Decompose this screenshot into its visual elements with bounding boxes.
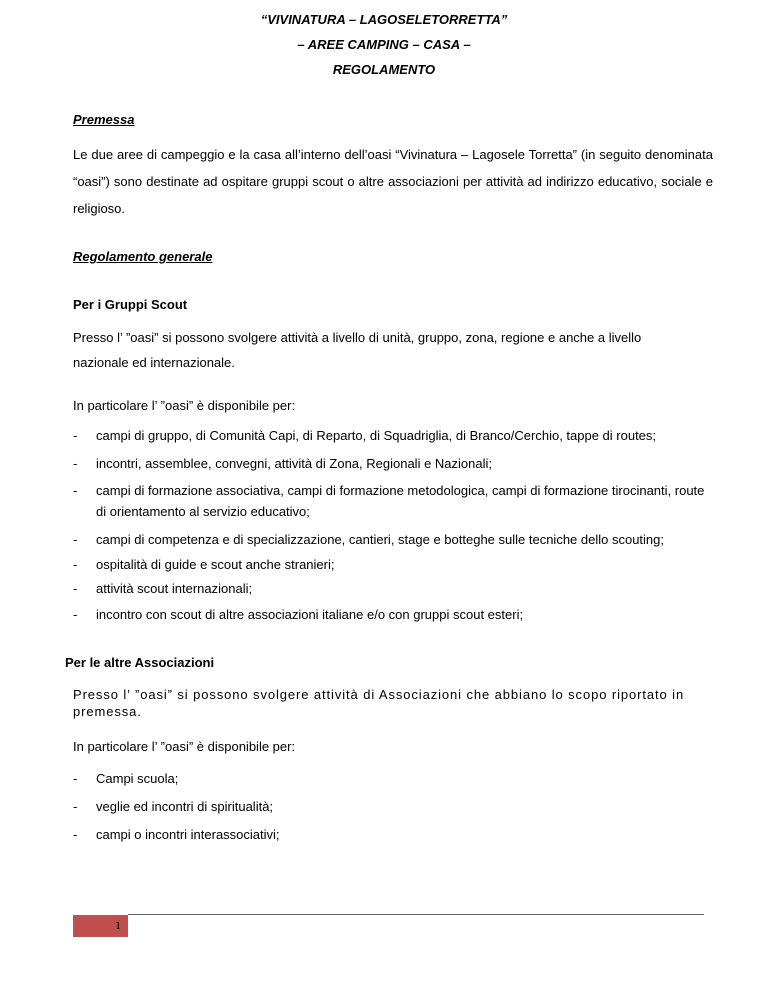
list-bullet: - bbox=[73, 483, 78, 498]
altre-associazioni-intro-line-1: Presso l’ ”oasi” si possono svolgere attività di Associazioni che abbiano lo scopo riportato in bbox=[73, 687, 685, 702]
list-bullet: - bbox=[73, 827, 78, 842]
list-item: incontri, assemblee, convegni, attività di Zona, Regionali e Nazionali; bbox=[96, 456, 492, 471]
list-bullet: - bbox=[73, 532, 78, 547]
gruppi-scout-availability: In particolare l’ ”oasi” è disponibile per: bbox=[73, 398, 296, 413]
premessa-paragraph: Le due aree di campeggio e la casa all’interno dell’oasi “Vivinatura – Lagosele Torretta” (in seguito denominata “oasi”) sono destinate ad ospitare gruppi scout o altre associazioni per attività ad indirizzo educativo, sociale e religioso. bbox=[73, 147, 713, 216]
altre-associazioni-heading: Per le altre Associazioni bbox=[65, 655, 215, 670]
altre-associazioni-intro-line-2: premessa. bbox=[73, 704, 142, 719]
regolamento-generale-heading: Regolamento generale bbox=[73, 249, 213, 264]
list-bullet: - bbox=[73, 581, 78, 596]
list-bullet: - bbox=[73, 799, 78, 814]
document-title-line-1: “VIVINATURA – LAGOSELETORRETTA” bbox=[260, 12, 508, 27]
list-bullet: - bbox=[73, 771, 78, 786]
list-item: campi di competenza e di specializzazione, cantieri, stage e botteghe sulle tecniche dello scouting; bbox=[96, 532, 665, 547]
list-item: incontro con scout di altre associazioni italiane e/o con gruppi scout esteri; bbox=[96, 607, 524, 622]
gruppi-scout-intro-line-2: nazionale ed internazionale. bbox=[73, 355, 235, 370]
document-title-line-2: – AREE CAMPING – CASA – bbox=[297, 37, 471, 52]
premessa-heading: Premessa bbox=[73, 112, 135, 127]
altre-associazioni-availability: In particolare l’ ”oasi” è disponibile per: bbox=[73, 739, 296, 754]
document-title-line-3: REGOLAMENTO bbox=[332, 62, 436, 77]
list-item: Campi scuola; bbox=[96, 771, 179, 786]
gruppi-scout-intro-line-1: Presso l’ ”oasi” si possono svolgere attività a livello di unità, gruppo, zona, regione e anche a livello bbox=[73, 330, 642, 345]
list-item: campi di formazione associativa, campi di formazione metodologica, campi di formazione tirocinanti, route bbox=[96, 483, 705, 498]
list-bullet: - bbox=[73, 607, 78, 622]
list-bullet: - bbox=[73, 428, 78, 443]
page-number: 1 bbox=[115, 918, 121, 932]
list-item: veglie ed incontri di spiritualità; bbox=[96, 799, 274, 814]
footer-rule bbox=[128, 914, 704, 915]
list-bullet: - bbox=[73, 456, 78, 471]
list-item: campi di gruppo, di Comunità Capi, di Reparto, di Squadriglia, di Branco/Cerchio, tappe di routes; bbox=[96, 428, 657, 443]
list-item-continuation: di orientamento al servizio educativo; bbox=[96, 504, 310, 519]
list-item: attività scout internazionali; bbox=[96, 581, 253, 596]
list-item: ospitalità di guide e scout anche stranieri; bbox=[96, 557, 335, 572]
gruppi-scout-heading: Per i Gruppi Scout bbox=[73, 297, 188, 312]
list-item: campi o incontri interassociativi; bbox=[96, 827, 280, 842]
list-bullet: - bbox=[73, 557, 78, 572]
